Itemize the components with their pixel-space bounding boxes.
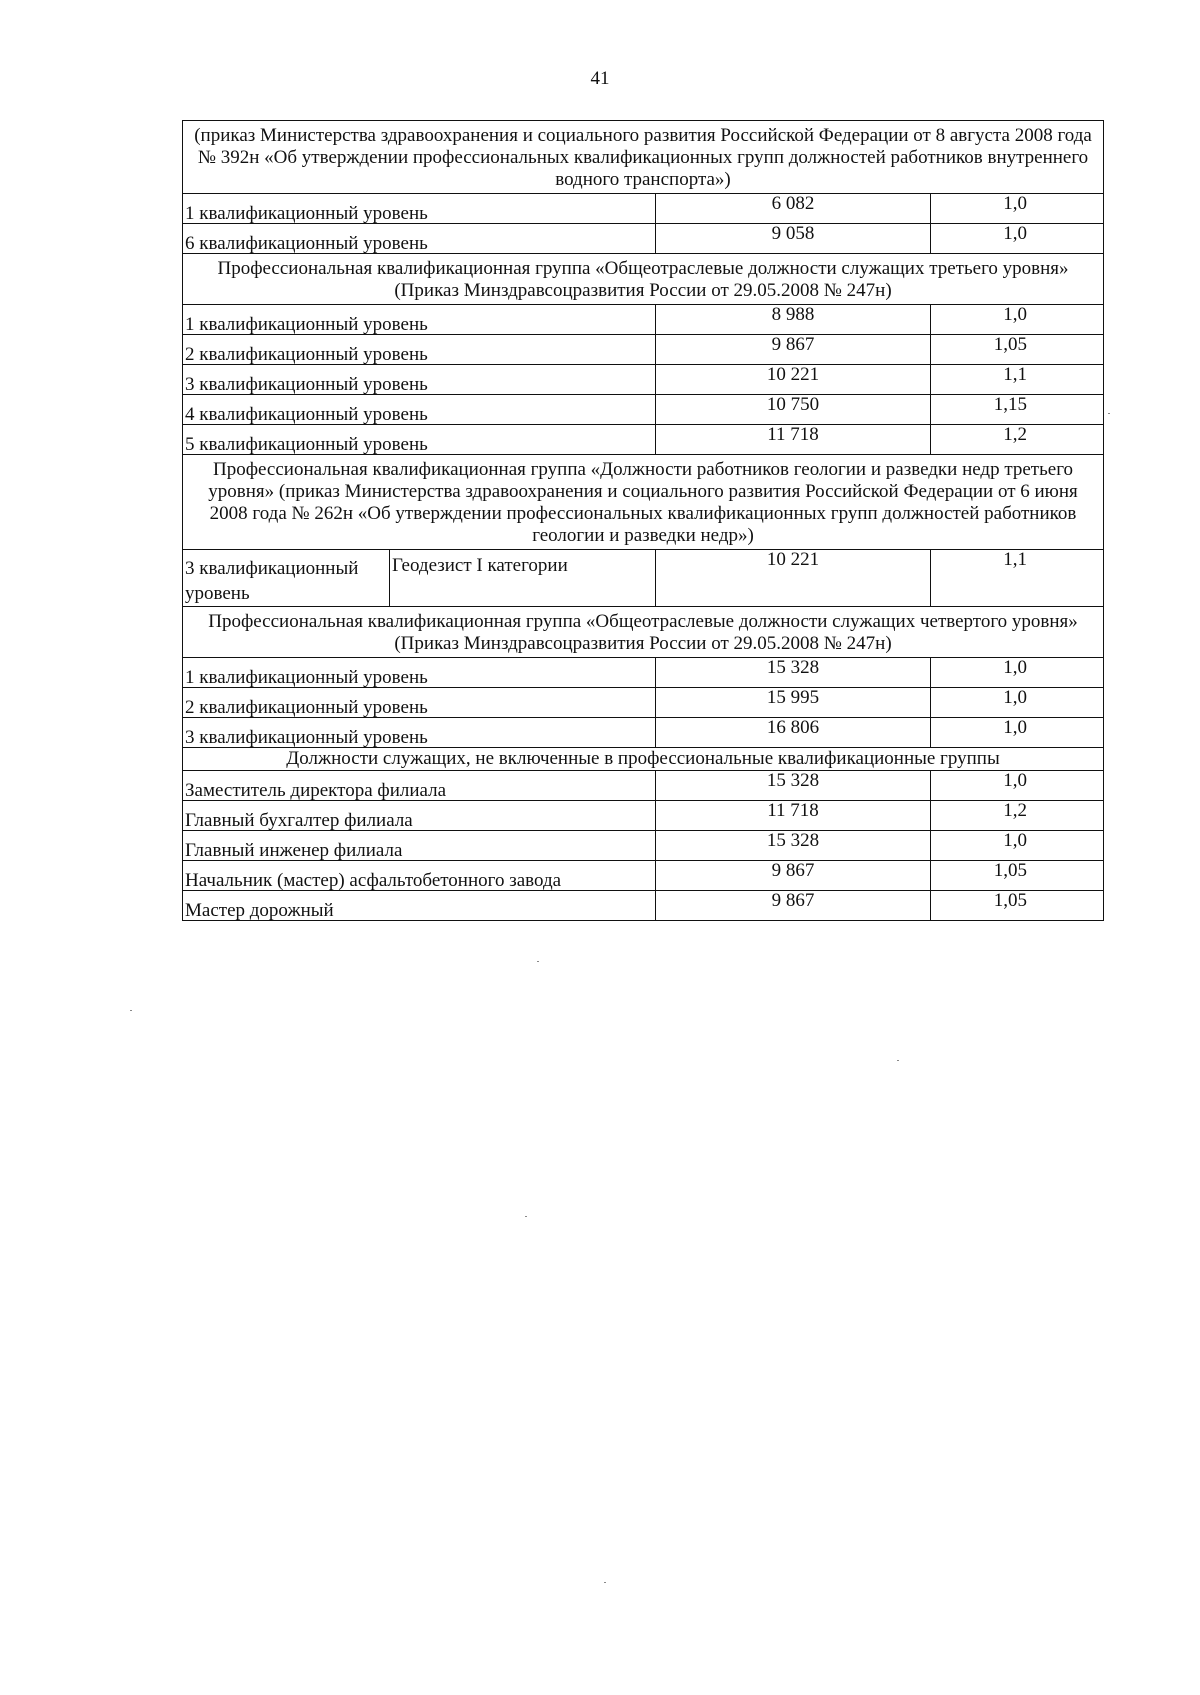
row-label: 3 квалификационный уровень (183, 365, 656, 395)
table-row (183, 771, 1104, 801)
table-row (183, 194, 1104, 224)
row-label: Заместитель директора филиала (183, 771, 656, 801)
row-coefficient: 1,05 (931, 861, 1104, 891)
row-salary: 9 867 (656, 335, 931, 365)
row-coefficient: 1,0 (931, 771, 1104, 801)
table-row (183, 425, 1104, 455)
row-salary: 15 328 (656, 658, 931, 688)
section-heading (183, 254, 1104, 305)
table-row (183, 891, 1104, 921)
table-row (183, 550, 1104, 607)
row-label: 6 квалификационный уровень (183, 224, 656, 254)
row-coefficient: 1,1 (931, 365, 1104, 395)
table-row (183, 861, 1104, 891)
row-salary: 15 995 (656, 688, 931, 718)
scan-speck (1108, 413, 1110, 414)
table-row (183, 801, 1104, 831)
section-heading (183, 748, 1104, 771)
row-label: 3 квалификационный уровень (183, 718, 656, 748)
row-label: Мастер дорожный (183, 891, 656, 921)
row-coefficient: 1,0 (931, 224, 1104, 254)
row-salary: 6 082 (656, 194, 931, 224)
table-row (183, 395, 1104, 425)
scan-speck (525, 1216, 527, 1217)
row-salary: 15 328 (656, 831, 931, 861)
row-coefficient: 1,05 (931, 891, 1104, 921)
table-row (183, 658, 1104, 688)
row-coefficient: 1,05 (931, 335, 1104, 365)
row-salary: 9 867 (656, 891, 931, 921)
row-salary: 10 221 (656, 365, 931, 395)
section-heading-text: Профессиональная квалификационная группа «Общеотраслевые должности служащих четвертого уровня» (Приказ Минздравсоцразвития России от 29.05.2008 № 247н) (183, 607, 1104, 658)
row-coefficient: 1,0 (931, 305, 1104, 335)
table-row (183, 688, 1104, 718)
row-coefficient: 1,0 (931, 831, 1104, 861)
table-row (183, 335, 1104, 365)
salary-table (182, 120, 1104, 921)
row-salary: 11 718 (656, 801, 931, 831)
scan-speck (604, 1582, 606, 1583)
row-label: 4 квалификационный уровень (183, 395, 656, 425)
row-position: Геодезист I категории (390, 550, 656, 607)
section-heading-text: Профессиональная квалификационная группа «Общеотраслевые должности служащих третьего уровня» (Приказ Минздравсоцразвития России от 29.05.2008 № 247н) (183, 254, 1104, 305)
row-label: Начальник (мастер) асфальтобетонного завода (183, 861, 656, 891)
row-coefficient: 1,15 (931, 395, 1104, 425)
row-salary: 9 058 (656, 224, 931, 254)
scan-speck (897, 1060, 899, 1061)
table-row (183, 831, 1104, 861)
table-row (183, 718, 1104, 748)
section-heading (183, 121, 1104, 194)
row-salary: 15 328 (656, 771, 931, 801)
row-label: Главный бухгалтер филиала (183, 801, 656, 831)
row-label: 2 квалификационный уровень (183, 335, 656, 365)
section-heading (183, 607, 1104, 658)
section-heading (183, 455, 1104, 550)
row-label: 5 квалификационный уровень (183, 425, 656, 455)
row-salary: 16 806 (656, 718, 931, 748)
row-coefficient: 1,2 (931, 801, 1104, 831)
table-row (183, 305, 1104, 335)
scan-speck (537, 961, 539, 962)
row-label: 1 квалификационный уровень (183, 194, 656, 224)
row-label: 2 квалификационный уровень (183, 688, 656, 718)
row-label: 1 квалификационный уровень (183, 658, 656, 688)
row-coefficient: 1,0 (931, 658, 1104, 688)
row-coefficient: 1,2 (931, 425, 1104, 455)
scan-speck (130, 1010, 132, 1011)
row-coefficient: 1,1 (931, 550, 1104, 607)
row-level: 3 квалификационный уровень (183, 550, 390, 607)
row-coefficient: 1,0 (931, 194, 1104, 224)
row-salary: 10 221 (656, 550, 931, 607)
row-salary: 11 718 (656, 425, 931, 455)
section-heading-text: Должности служащих, не включенные в профессиональные квалификационные группы (183, 748, 1104, 771)
row-label: 1 квалификационный уровень (183, 305, 656, 335)
page-number: 41 (590, 68, 610, 89)
section-heading-text: Профессиональная квалификационная группа «Должности работников геологии и разведки недр третьего уровня» (приказ Министерства здравоохранения и социального развития Российской Федерации от 6 июня 2008 года № 262н «Об утверждении профессиональных квалификационных групп должностей работников геологии и разведки недр») (183, 455, 1104, 550)
table-row (183, 365, 1104, 395)
row-salary: 10 750 (656, 395, 931, 425)
row-salary: 9 867 (656, 861, 931, 891)
row-coefficient: 1,0 (931, 688, 1104, 718)
row-label: Главный инженер филиала (183, 831, 656, 861)
section-heading-text: (приказ Министерства здравоохранения и социального развития Российской Федерации от 8 августа 2008 года № 392н «Об утверждении профессиональных квалификационных групп должностей работников внутреннего водного транспорта») (183, 121, 1104, 194)
row-coefficient: 1,0 (931, 718, 1104, 748)
table-row (183, 224, 1104, 254)
row-salary: 8 988 (656, 305, 931, 335)
